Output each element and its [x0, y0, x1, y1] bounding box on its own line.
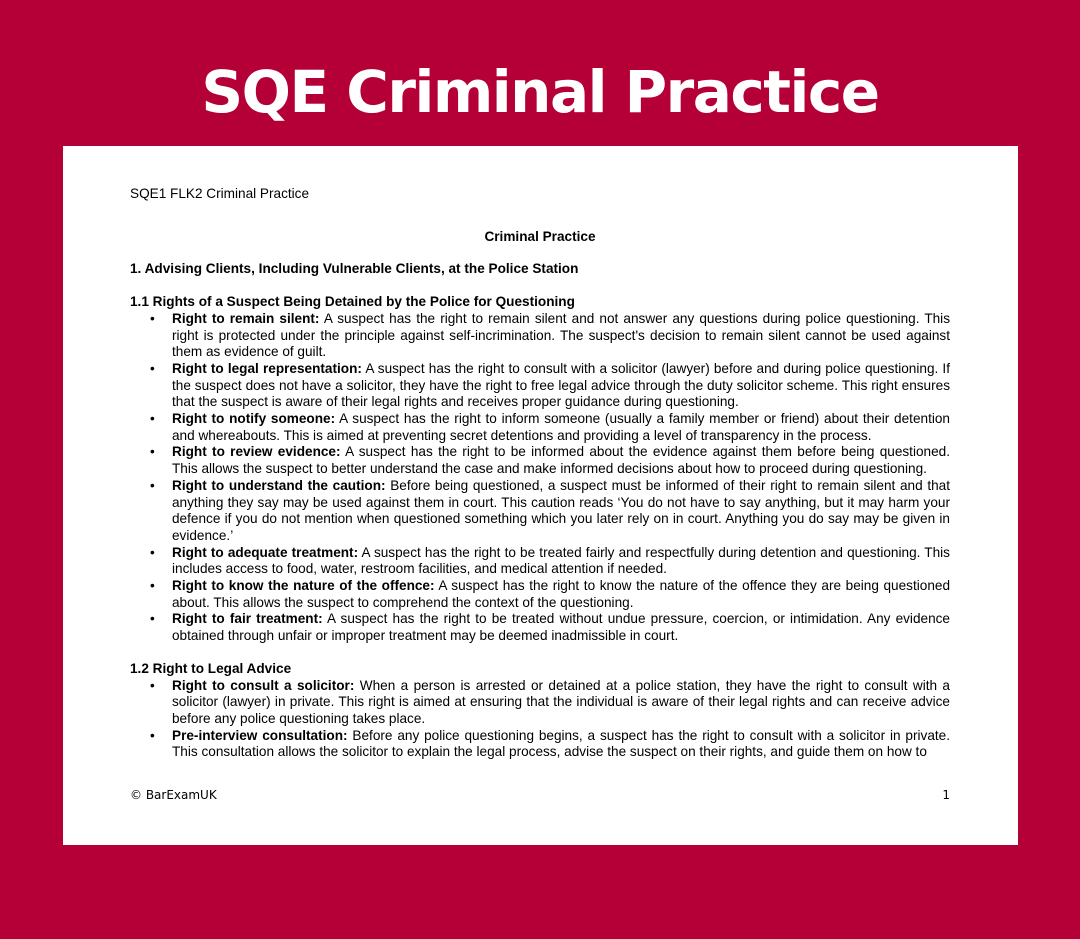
list-item [130, 411, 950, 444]
document-page [63, 146, 1018, 845]
bullet-icon: • [150, 677, 155, 693]
list-item [130, 444, 950, 477]
rights-list [130, 311, 950, 645]
bullet-icon: • [150, 444, 155, 460]
item-term: Right to understand the caution: [172, 477, 386, 493]
section-spacer [130, 645, 950, 661]
item-text: A suspect has the right to be informed about the evidence against them before being questioned. This allows the suspect to better understand the case and make informed decisions about how to proceed during questioning. [172, 444, 950, 477]
section-heading-1-1: 1.1 Rights of a Suspect Being Detained by the Police for Questioning [130, 294, 575, 310]
item-term: Right to adequate treatment: [172, 544, 359, 560]
legal-advice-list [130, 678, 950, 762]
bullet-icon: • [150, 360, 155, 376]
bullet-icon: • [150, 310, 155, 326]
item-term: Right to remain silent: [172, 310, 320, 326]
bullet-icon: • [150, 727, 155, 743]
item-term: Right to legal representation: [172, 360, 362, 376]
item-text: A suspect has the right to know the nature of the offence they are being questioned about. This allows the suspect to comprehend the context of the questioning. [172, 578, 951, 610]
item-term: Right to fair treatment: [172, 611, 323, 627]
list-item [130, 478, 950, 545]
list-item [130, 678, 950, 728]
section-heading-1: 1. Advising Clients, Including Vulnerable Clients, at the Police Station [130, 261, 579, 277]
item-term: Right to consult a solicitor: [172, 677, 355, 693]
document-header: SQE1 FLK2 Criminal Practice [130, 186, 310, 201]
item-term: Right to notify someone: [172, 411, 336, 427]
bullet-icon: • [150, 544, 155, 560]
list-item [130, 361, 950, 411]
page-number: 1 [942, 788, 950, 802]
bullet-icon: • [150, 611, 155, 627]
item-text: Before being questioned, a suspect must be informed of their right to remain silent and that anything they say may be used against them in court. This caution reads ‘You do not have to say anything, but it may harm your defence if you do not mention when questioned something which you later rely on in court. Anything you do say may be given in evidence.’ [172, 477, 951, 543]
item-text: Before any police questioning begins, a suspect has the right to consult with a solicitor in private. This consultation allows the solicitor to explain the legal process, advise the suspect on their rights, and guide them on how to [172, 727, 950, 760]
item-text: A suspect has the right to be treated without undue pressure, coercion, or intimidation. Any evidence obtained through unfair or improper treatment may be deemed inadmissible in court. [172, 611, 950, 644]
list-item [130, 728, 950, 761]
item-term: Right to review evidence: [172, 444, 341, 460]
bullet-icon: • [150, 578, 155, 594]
document-body [130, 186, 950, 761]
list-item [130, 311, 950, 361]
list-item [130, 578, 950, 611]
item-term: Right to know the nature of the offence: [172, 578, 435, 594]
bullet-icon: • [150, 411, 155, 427]
section-heading-1-2: 1.2 Right to Legal Advice [130, 660, 292, 676]
item-text: A suspect has the right to consult with a solicitor (lawyer) before and during police questioning. If the suspect does not have a solicitor, they have the right to free legal advice through the duty solicitor scheme. This right ensures that the suspect is aware of their legal rights and receives proper guidance during questioning. [172, 360, 950, 410]
item-text: A suspect has the right to be treated fairly and respectfully during detention and questioning. This includes access to food, water, restroom facilities, and medical attention if needed. [172, 544, 950, 577]
item-text: When a person is arrested or detained at a police station, they have the right to consult with a solicitor (lawyer) in private. This right is aimed at ensuring that the individual is aware of their legal rights and can receive advice before any police questioning takes place. [172, 677, 950, 726]
banner-title: SQE Criminal Practice [201, 58, 879, 126]
item-term: Pre-interview consultation: [172, 727, 348, 743]
item-text: A suspect has the right to inform someone (usually a family member or friend) about their detention and whereabouts. This is aimed at preventing secret detentions and providing a level of transparency in the process. [172, 411, 950, 443]
bullet-icon: • [150, 477, 155, 493]
list-item [130, 545, 950, 578]
list-item [130, 611, 950, 644]
document-title: Criminal Practice [484, 228, 596, 244]
item-text: A suspect has the right to remain silent and not answer any questions during police questioning. This right is protected under the principle against self-incrimination. The suspect's decision to remain silent cannot be used against them as evidence of guilt. [172, 310, 951, 360]
copyright-notice: © BarExamUK [130, 788, 217, 802]
